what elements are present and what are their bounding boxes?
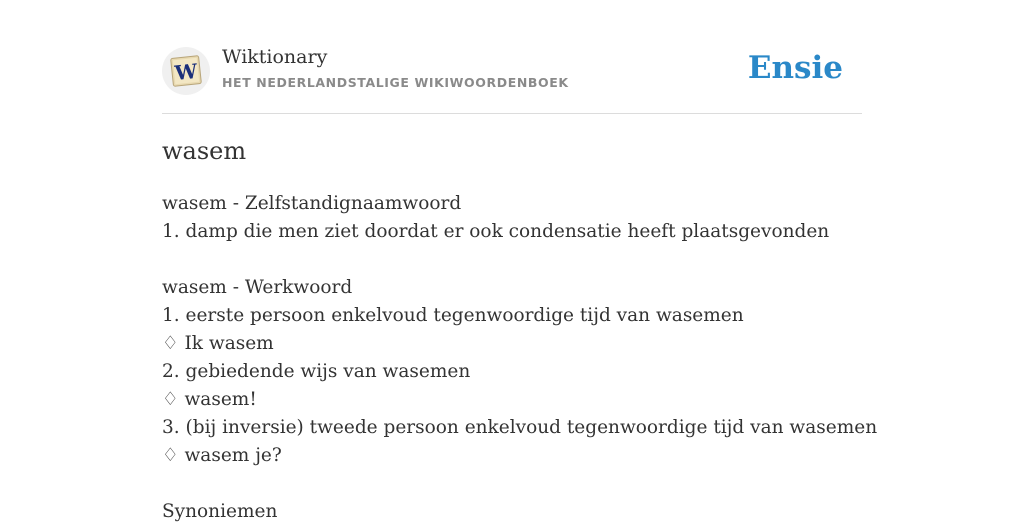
example-line: ♢ wasem! [162,389,257,410]
logo-letter: W [173,58,199,86]
example-line: ♢ wasem je? [162,445,282,466]
definition-line: 1. eerste persoon enkelvoud tegenwoordige tijd van wasemen [162,305,744,326]
site-title[interactable]: Wiktionary [222,46,328,68]
definition-line: 2. gebiedende wijs van wasemen [162,361,471,382]
wiktionary-logo-icon[interactable] [162,47,210,95]
page-title: wasem [162,137,247,165]
site-header [162,0,862,114]
definition-line: wasem - Zelfstandignaamwoord [162,193,462,214]
definition-line: 3. (bij inversie) tweede persoon enkelvoud tegenwoordige tijd van wasemen [162,417,878,438]
page-container [162,0,878,522]
definition-line: wasem - Werkwoord [162,277,353,298]
ensie-brand-link[interactable]: Ensie [747,50,843,86]
section-heading: Synoniemen [162,501,278,522]
definition-line [162,246,877,274]
definition-line: 1. damp die men ziet doordat er ook condensatie heeft plaatsgevonden [162,221,830,242]
definition-content [162,190,877,526]
definition-line [162,470,877,498]
example-line: ♢ Ik wasem [162,333,274,354]
site-subtitle: HET NEDERLANDSTALIGE WIKIWOORDENBOEK [222,75,569,90]
